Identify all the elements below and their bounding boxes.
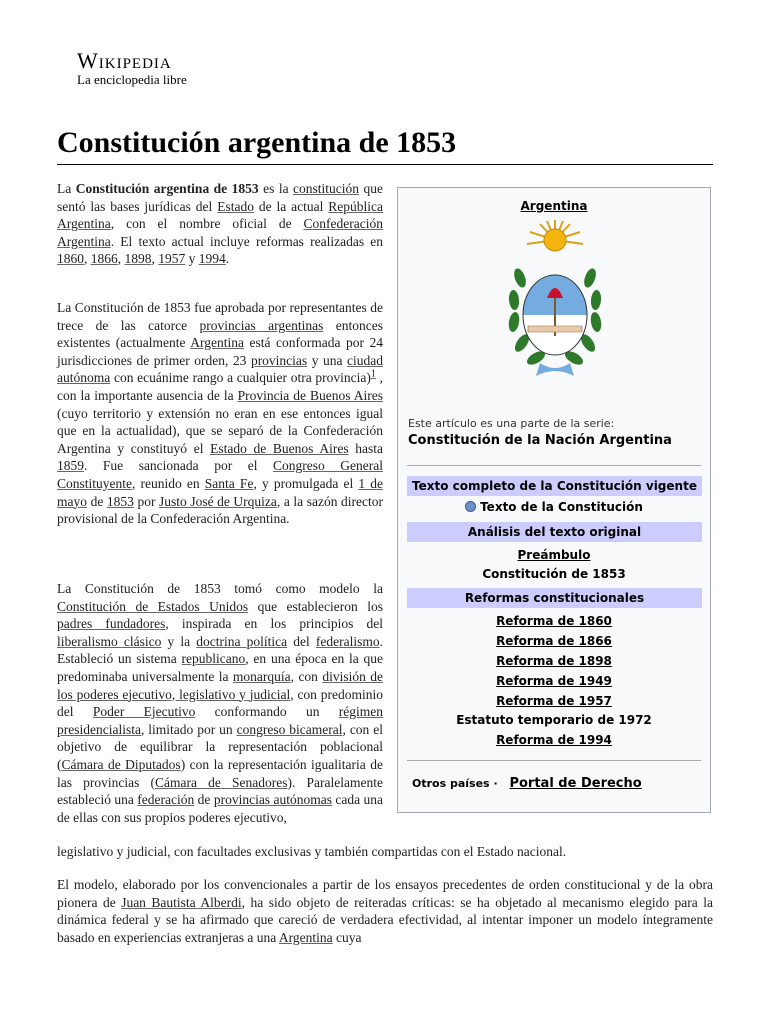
- link-federacion[interactable]: federación: [137, 792, 195, 808]
- link-regimen-presidencialista[interactable]: régimen presidencialista: [57, 704, 383, 737]
- link-reforma-1949[interactable]: Reforma de 1949: [496, 674, 612, 688]
- link-1957[interactable]: 1957: [158, 251, 186, 267]
- band-analisis: Análisis del texto original: [407, 522, 702, 542]
- link-1898[interactable]: 1898: [124, 251, 152, 267]
- paragraph-intro: La Constitución argentina de 1853 es la constitución que sentó las bases jurídicas del Estado de la actual República Argentina, con el nombre oficial de Confederación Argentina. El texto actual incluye reformas realizadas en 1860, 1866, 1898, 1957 y 1994.: [57, 181, 383, 267]
- title-divider: [57, 164, 713, 165]
- link-camara-senadores[interactable]: Cámara de Senadores: [155, 774, 288, 790]
- infobox-divider-bottom: [407, 760, 701, 761]
- link-poder-ejecutivo[interactable]: Poder Ejecutivo: [92, 704, 196, 720]
- link-1-de-mayo[interactable]: 1 de mayo: [57, 475, 383, 509]
- band-texto-completo: Texto completo de la Constitución vigente: [407, 476, 702, 496]
- infobox-footer: [412, 776, 642, 791]
- footer-separator: ·: [493, 777, 498, 790]
- series-note: Este artículo es una parte de la serie:: [408, 417, 615, 430]
- band-reformas: Reformas constitucionales: [407, 588, 702, 608]
- link-provincia-buenos-aires[interactable]: Provincia de Buenos Aires: [237, 387, 383, 403]
- link-1853[interactable]: 1853: [106, 493, 134, 509]
- link-argentina-2[interactable]: Argentina: [278, 929, 333, 945]
- link-camara-diputados[interactable]: Cámara de Diputados: [61, 756, 181, 772]
- link-reforma-1860[interactable]: Reforma de 1860: [496, 614, 612, 628]
- link-reforma-1898[interactable]: Reforma de 1898: [496, 654, 612, 668]
- link-estado[interactable]: Estado: [217, 198, 254, 214]
- wikipedia-wordmark: Wikipedia: [77, 48, 172, 73]
- link-preambulo[interactable]: Preámbulo: [517, 548, 591, 562]
- link-ciudad-autonoma[interactable]: ciudad autónoma: [57, 352, 383, 386]
- infobox-header[interactable]: Argentina: [520, 199, 588, 213]
- paragraph-criticism: El modelo, elaborado por los convencionales a partir de los ensayos precedentes de orden constitucional y de la obra pionera de Juan Bautista Alberdi, ha sido objeto de reiteradas críticas: se ha objetado al mecanismo elegido para la dinámica federal y se ha afirmado que careció de verdadera efectividad, al intentar imponer un modelo íntegramente basado en experiencias extranjeras a una Argentina cuya: [57, 877, 713, 945]
- link-constitucion[interactable]: constitución: [293, 181, 360, 196]
- link-congreso-constituyente[interactable]: Congreso General Constituyente: [57, 458, 383, 491]
- link-1860[interactable]: 1860: [57, 251, 84, 267]
- link-alberdi[interactable]: Juan Bautista Alberdi: [121, 894, 242, 910]
- wikipedia-logo[interactable]: [77, 50, 187, 87]
- item-estatuto-1972: Estatuto temporario de 1972: [456, 713, 652, 727]
- link-portal-derecho[interactable]: Portal de Derecho: [509, 776, 642, 791]
- link-republicano[interactable]: republicano: [181, 651, 246, 667]
- link-republica-argentina[interactable]: República Argentina: [57, 198, 383, 232]
- link-confederacion[interactable]: Confederación Argentina: [57, 216, 383, 249]
- wikisource-icon: [465, 501, 476, 512]
- link-provincias-argentinas[interactable]: provincias argentinas: [199, 317, 324, 333]
- link-provincias-autonomas[interactable]: provincias autónomas: [213, 792, 332, 808]
- series-title: Constitución de la Nación Argentina: [408, 433, 672, 448]
- infobox-divider: [407, 465, 701, 466]
- coat-of-arms-image[interactable]: [500, 218, 610, 388]
- link-reforma-1957[interactable]: Reforma de 1957: [496, 694, 612, 708]
- link-reforma-1866[interactable]: Reforma de 1866: [496, 634, 612, 648]
- link-urquiza[interactable]: Justo José de Urquiza: [159, 493, 277, 509]
- link-1866[interactable]: 1866: [90, 251, 118, 267]
- link-congreso-bicameral[interactable]: congreso bicameral: [236, 721, 343, 737]
- link-constitucion-eeuu[interactable]: Constitución de Estados Unidos: [57, 598, 249, 614]
- footnote-1[interactable]: 1: [370, 368, 376, 380]
- infobox-series: [397, 187, 711, 813]
- link-division-poderes[interactable]: división de los poderes ejecutivo, legislativo y judicial: [57, 668, 384, 702]
- link-padres-fundadores[interactable]: padres fundadores: [57, 616, 166, 632]
- link-estado-buenos-aires[interactable]: Estado de Buenos Aires: [210, 440, 349, 456]
- link-1859[interactable]: 1859: [57, 458, 84, 474]
- link-liberalismo-clasico[interactable]: liberalismo clásico: [57, 633, 162, 649]
- wikipedia-tagline: La enciclopedia libre: [77, 72, 187, 87]
- link-provincias[interactable]: provincias: [250, 352, 308, 368]
- paragraph-model: La Constitución de 1853 tomó como modelo la Constitución de Estados Unidos que establecieron los padres fundadores, inspirada en los principios del liberalismo clásico y la doctrina política del federalismo. Estableció un sistema republicano, en una época en la que predominaba universalmente la monarquía, con división de los poderes ejecutivo, legislativo y judicial, con predominio del Poder Ejecutivo conformando un régimen presidencialista, limitado por un congreso bicameral, con el objetivo de equilibrar la representación poblacional (Cámara de Diputados) con la representación igualitaria de las provincias (Cámara de Senadores). Paralelamente estableció una federación de provincias autónomas cada una de ellas con sus propios poderes ejecutivo,: [57, 581, 384, 825]
- link-texto-constitucion[interactable]: Texto de la Constitución: [398, 499, 710, 515]
- link-federalismo[interactable]: federalismo: [315, 633, 380, 649]
- paragraph-model-continued: legislativo y judicial, con facultades exclusivas y también compartidas con el Estado nacional.: [57, 844, 567, 859]
- item-constitucion-1853: Constitución de 1853: [482, 567, 626, 581]
- otros-paises-label[interactable]: Otros países: [412, 777, 490, 790]
- link-doctrina-politica[interactable]: doctrina política: [196, 633, 288, 649]
- link-argentina[interactable]: Argentina: [190, 335, 244, 351]
- link-1994[interactable]: 1994: [198, 251, 226, 267]
- paragraph-approval: La Constitución de 1853 fue aprobada por representantes de trece de las catorce provincias argentinas entonces existentes (actualmente Argentina está conformada por 24 jurisdicciones de primer orden, 23 provincias y una ciudad autónoma con ecuánime rango a cualquier otra provincia)$^1$ , con la importante ausencia de la Provincia de Buenos Aires (cuyo territorio y extensión no eran en ese entonces igual que en la actualidad), que se separó de la Confederación Argentina y constituyó el Estado de Buenos Aires hasta 1859. Fue sancionada por el Congreso General Constituyente, reunido en Santa Fe, y promulgada el 1 de mayo de 1853 por Justo José de Urquiza, a la sazón director provisional de la Confederación Argentina.: [57, 300, 383, 527]
- link-santa-fe[interactable]: Santa Fe: [204, 475, 254, 491]
- link-reforma-1994[interactable]: Reforma de 1994: [496, 733, 612, 747]
- link-monarquia[interactable]: monarquía: [232, 668, 291, 684]
- page-title: Constitución argentina de 1853: [57, 126, 457, 159]
